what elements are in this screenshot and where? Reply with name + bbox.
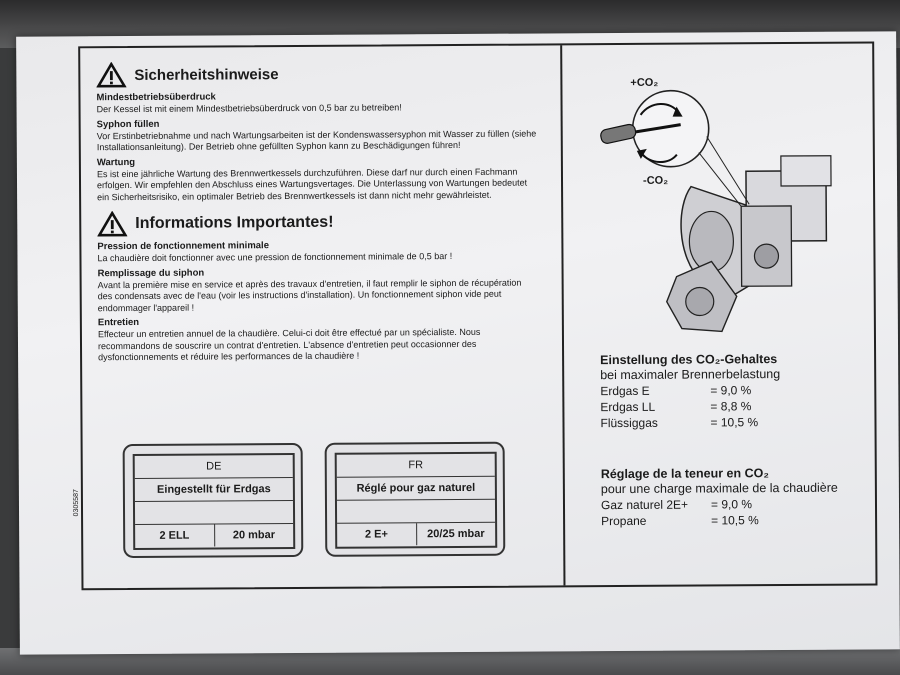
gas-valve-illustration xyxy=(580,56,854,344)
fr-heading: Informations Importantes! xyxy=(135,213,334,232)
label-frame xyxy=(72,41,877,590)
valve-port xyxy=(754,244,778,268)
co2-value: = 9,0 % xyxy=(710,497,753,512)
screwdriver-handle-icon xyxy=(600,123,637,144)
minus-co2-label: -CO₂ xyxy=(642,174,669,187)
plate-de-type: 2 ELL xyxy=(159,529,190,542)
fr-section-text: La chaudière doit fonctionner avec une pression de fonctionnement minimale de 0,5 bar ! xyxy=(97,251,453,264)
co2-table-de xyxy=(600,352,850,432)
co2-gas: Flüssiggas xyxy=(600,415,658,431)
gas-valve-drawing xyxy=(580,56,854,344)
valve-connector xyxy=(781,156,831,186)
fr-section-text: Avant la première mise en service et après des travaux d'entretien, il faut remplir le siphon de récupération des condensats avec de l'eau (voir les instructions d'installation). Un fonctionnement siphon vide peut endommager l'appareil ! xyxy=(97,277,522,313)
co2-value: = 8,8 % xyxy=(710,399,752,414)
de-section-title: Syphon füllen xyxy=(96,118,160,130)
safety-column xyxy=(88,53,550,366)
fr-section-title: Remplissage du siphon xyxy=(97,267,205,279)
plate-de-gas: Eingestellt für Erdgas xyxy=(135,478,293,502)
co2-gas: Erdgas E xyxy=(600,383,650,399)
de-heading: Sicherheitshinweise xyxy=(134,65,279,84)
plate-de-country: DE xyxy=(135,455,293,479)
plate-de-values xyxy=(135,524,293,547)
co2-value: = 10,5 % xyxy=(711,513,759,528)
co2-fr-subtitle: pour une charge maximale de la chaudière xyxy=(600,480,838,497)
fr-section-text: Effecteur un entretien annuel de la chaudière. Celui-ci doit être effectué par un spécialiste. Nous recommandons de souscrire un contrat d'entretien. L'absence d'entretien peut occasionner des dysfonctionnements et réduire les performances de la chaudière ! xyxy=(97,326,481,363)
fr-section-title: Entretien xyxy=(97,316,140,329)
fr-section-title: Pression de fonctionnement minimale xyxy=(97,240,269,253)
warning-icon xyxy=(96,62,126,88)
plate-fr-gas: Réglé pour gaz naturel xyxy=(337,477,495,501)
plate-fr-pressure: 20/25 mbar xyxy=(416,523,496,545)
co2-fr-title: Réglage de la teneur en CO₂ xyxy=(600,466,769,482)
plate-fr-table xyxy=(335,452,498,549)
de-heading-row xyxy=(96,59,548,88)
de-section-text: Es ist eine jährliche Wartung des Brennwertkessels durchzuführen. Diese darf nur durch einen Fachmann erfolgen. Wir empfehlen den Abschluss eines Wartungsvertages. Die Unterlassung von Wartungen bedeutet ein Sicherheitsrisiko, ein optimaler Betrieb des Brennwertkessels ist dann nicht mehr gewährleistet. xyxy=(96,166,528,202)
de-section-title: Wartung xyxy=(96,156,136,168)
plate-fr-blank xyxy=(337,500,495,524)
fan-wheel xyxy=(686,287,714,315)
fr-heading-row xyxy=(97,208,549,237)
label-sheet xyxy=(16,31,900,654)
warning-icon xyxy=(97,211,127,237)
plate-fr-type: 2 E+ xyxy=(364,528,388,541)
plate-de-table xyxy=(133,453,296,550)
co2-gas: Erdgas LL xyxy=(600,399,656,415)
co2-table-fr xyxy=(601,466,851,530)
co2-value: = 10,5 % xyxy=(710,415,759,430)
co2-de-title: Einstellung des CO₂-Gehaltes xyxy=(600,352,778,368)
co2-de-row xyxy=(600,382,850,400)
gas-setting-plates xyxy=(123,442,524,574)
co2-de-subtitle: bei maximaler Brennerbelastung xyxy=(600,367,781,383)
plate-fr xyxy=(325,442,506,557)
plate-de-pressure: 20 mbar xyxy=(214,524,294,546)
co2-column xyxy=(580,56,852,529)
plate-fr-values xyxy=(337,523,495,546)
column-divider xyxy=(560,45,565,585)
plate-fr-country: FR xyxy=(337,454,495,478)
co2-gas: Gaz naturel 2E+ xyxy=(600,497,689,513)
plate-de xyxy=(123,443,304,558)
co2-de-row xyxy=(600,398,850,416)
de-section-text: Vor Erstinbetriebnahme und nach Wartungsarbeiten ist der Kondenswassersyphon mit Wasser zu füllen (siehe Installationsanleitung). Der Betrieb ohne gefüllten Syphon kann zu Beschädigungen führen! xyxy=(96,128,537,153)
plus-co2-label: +CO₂ xyxy=(630,76,659,89)
de-section-text: Der Kessel ist mit einem Mindestbetriebsüberdruck von 0,5 bar zu betreiben! xyxy=(96,102,402,115)
plate-de-blank xyxy=(135,501,293,525)
co2-de-row xyxy=(600,414,850,432)
de-section-title: Mindestbetriebsüberdruck xyxy=(96,91,216,104)
co2-value: = 9,0 % xyxy=(710,383,752,398)
co2-fr-row xyxy=(601,496,851,514)
co2-gas: Propane xyxy=(601,513,647,529)
co2-fr-row xyxy=(601,512,851,530)
document-number: 0305587 xyxy=(72,489,81,517)
